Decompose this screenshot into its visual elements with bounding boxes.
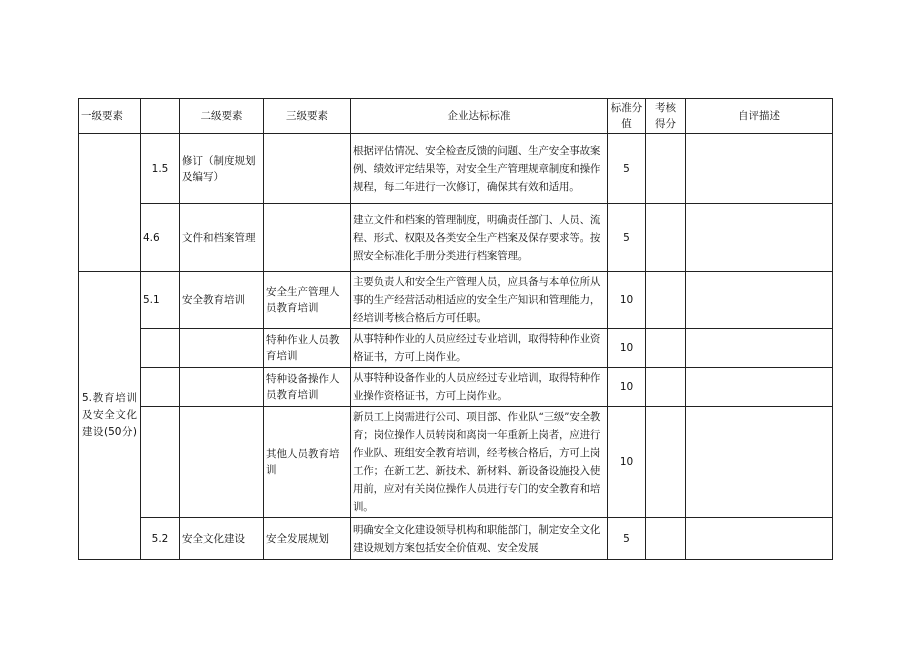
table-row bbox=[79, 204, 833, 272]
table-row bbox=[79, 134, 833, 204]
level3-cell: 特种作业人员教育培训 bbox=[264, 329, 351, 368]
header-row bbox=[79, 99, 833, 134]
table-row bbox=[79, 329, 833, 368]
code-cell: 5.2 bbox=[141, 518, 180, 560]
level3-cell bbox=[264, 204, 351, 272]
standard-cell: 主要负责人和安全生产管理人员，应具备与本单位所从事的生产经营活动相适应的安全生产知识和管理能力，经培训考核合格后方可任职。 bbox=[351, 272, 608, 329]
table-row bbox=[79, 272, 833, 329]
level3-cell: 其他人员教育培训 bbox=[264, 407, 351, 518]
standard-cell: 建立文件和档案的管理制度，明确责任部门、人员、流程、形式、权限及各类安全生产档案及保存要求等。按照安全标准化手册分类进行档案管理。 bbox=[351, 204, 608, 272]
standards-table bbox=[78, 98, 833, 560]
header-score-line2: 值 bbox=[621, 118, 632, 130]
assess-cell bbox=[646, 518, 686, 560]
code-cell bbox=[141, 329, 180, 368]
header-assess-line1: 考核 bbox=[655, 102, 676, 114]
assess-cell bbox=[646, 134, 686, 204]
header-score bbox=[608, 99, 646, 134]
score-cell: 5 bbox=[608, 204, 646, 272]
level2-cell: 文件和档案管理 bbox=[180, 204, 264, 272]
code-cell: 4.6 bbox=[141, 204, 180, 272]
self-eval-cell bbox=[686, 272, 833, 329]
table-row bbox=[79, 368, 833, 407]
level3-cell bbox=[264, 134, 351, 204]
header-assess-line2: 得分 bbox=[655, 118, 676, 130]
level2-cell bbox=[180, 407, 264, 518]
assess-cell bbox=[646, 368, 686, 407]
standard-cell: 从事特种作业的人员应经过专业培训，取得特种作业资格证书，方可上岗作业。 bbox=[351, 329, 608, 368]
level2-cell bbox=[180, 329, 264, 368]
code-cell bbox=[141, 407, 180, 518]
level1-cell-empty bbox=[79, 134, 141, 272]
code-cell bbox=[141, 368, 180, 407]
header-level3: 三级要素 bbox=[264, 99, 351, 134]
score-cell: 10 bbox=[608, 407, 646, 518]
self-eval-cell bbox=[686, 407, 833, 518]
code-cell: 1.5 bbox=[141, 134, 180, 204]
self-eval-cell bbox=[686, 329, 833, 368]
level3-cell: 安全生产管理人员教育培训 bbox=[264, 272, 351, 329]
standard-cell: 根据评估情况、安全检查反馈的问题、生产安全事故案例、绩效评定结果等，对安全生产管理规章制度和操作规程，每二年进行一次修订，确保其有效和适用。 bbox=[351, 134, 608, 204]
standard-cell: 明确安全文化建设领导机构和职能部门，制定安全文化建设规划方案包括安全价值观、安全发展 bbox=[351, 518, 608, 560]
header-assess bbox=[646, 99, 686, 134]
level2-cell bbox=[180, 368, 264, 407]
level3-cell: 安全发展规划 bbox=[264, 518, 351, 560]
score-cell: 5 bbox=[608, 518, 646, 560]
level2-cell: 安全文化建设 bbox=[180, 518, 264, 560]
level1-cell-group5: 5.教育培训及安全文化建设(50分) bbox=[79, 272, 141, 560]
level3-cell: 特种设备操作人员教育培训 bbox=[264, 368, 351, 407]
assess-cell bbox=[646, 329, 686, 368]
score-cell: 10 bbox=[608, 329, 646, 368]
level2-cell: 安全教育培训 bbox=[180, 272, 264, 329]
self-eval-cell bbox=[686, 368, 833, 407]
assess-cell bbox=[646, 204, 686, 272]
header-code bbox=[141, 99, 180, 134]
self-eval-cell bbox=[686, 518, 833, 560]
header-score-line1: 标准分 bbox=[610, 102, 643, 114]
standard-cell: 新员工上岗需进行公司、项目部、作业队“三级”安全教育；岗位操作人员转岗和离岗一年重新上岗者，应进行作业队、班组安全教育培训，经考核合格后，方可上岗工作；在新工艺、新技术、新材料、新设备设施投入使用前，应对有关岗位操作人员进行专门的安全教育和培训。 bbox=[351, 407, 608, 518]
header-self-eval: 自评描述 bbox=[686, 99, 833, 134]
self-eval-cell bbox=[686, 204, 833, 272]
standard-cell: 从事特种设备作业的人员应经过专业培训，取得特种作业操作资格证书，方可上岗作业。 bbox=[351, 368, 608, 407]
header-level2: 二级要素 bbox=[180, 99, 264, 134]
self-eval-cell bbox=[686, 134, 833, 204]
score-cell: 10 bbox=[608, 368, 646, 407]
score-cell: 10 bbox=[608, 272, 646, 329]
score-cell: 5 bbox=[608, 134, 646, 204]
table-row bbox=[79, 518, 833, 560]
assess-cell bbox=[646, 407, 686, 518]
code-cell: 5.1 bbox=[141, 272, 180, 329]
header-level1: 一级要素 bbox=[79, 99, 141, 134]
table-row bbox=[79, 407, 833, 518]
level2-cell: 修订（制度规划及编写） bbox=[180, 134, 264, 204]
header-standard: 企业达标标准 bbox=[351, 99, 608, 134]
assess-cell bbox=[646, 272, 686, 329]
